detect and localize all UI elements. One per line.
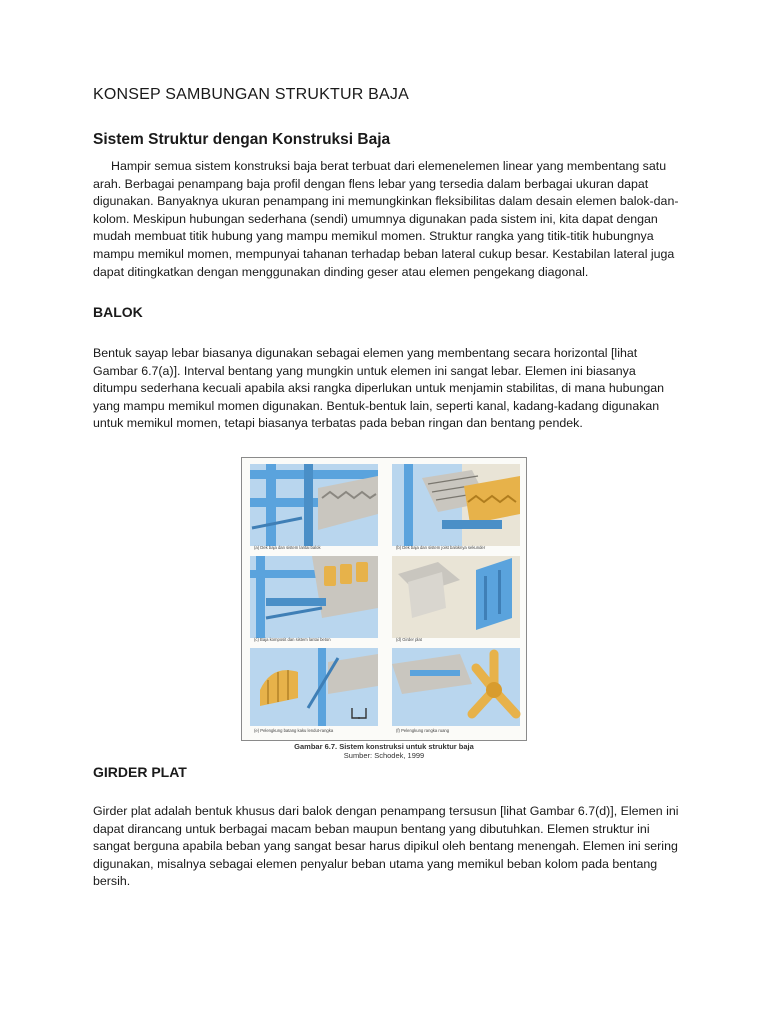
intro-paragraph: Hampir semua sistem konstruksi baja berat terbuat dari elemenelemen linear yang membentang satu arah. Berbagai penampang baja profil dengan flens lebar yang tersedia dalam berbagai ukuran dapat digunakan. Banyaknya ukuran penampang ini memungkinkan fleksibilitas dalam desain elemen balok-dan-kolom. Meskipun hubungan sederhana (sendi) umumnya digunakan pada sistem ini, kita dapat dengan mudah membuat titik hubung yang mampu memikul momen. Struktur rangka yang titik-titik hubungnya mampu memikul momen, mempunyai tahanan terhadap beban lateral cukup besar. Kestabilan lateral juga dapat ditingkatkan dengan menggunakan dinding geser atau elemen pengekang diagonal. — [93, 159, 679, 279]
panel-label-e: (e) Pelengkung batang kaku lendut-rangka — [254, 728, 334, 733]
figure-caption — [241, 742, 527, 760]
panel-label-d: (d) Girder plat — [396, 637, 422, 642]
figure-panel-a — [250, 464, 378, 550]
panel-label-a: (a) Dek baja dan sistem lantai balok — [254, 545, 321, 550]
figure-panel-b — [392, 464, 520, 550]
girder-plat-heading: GIRDER PLAT — [93, 764, 187, 780]
figure-panel-d — [392, 556, 520, 642]
document-title: KONSEP SAMBUNGAN STRUKTUR BAJA — [93, 86, 409, 103]
figure-caption-title: Gambar 6.7. Sistem konstruksi untuk struktur baja — [294, 742, 474, 751]
balok-paragraph: Bentuk sayap lebar biasanya digunakan sebagai elemen yang membentang secara horizontal [lihat Gambar 6.7(a)]. Interval bentang yang mungkin untuk elemen ini sangat lebar. Elemen ini biasanya ditumpu sederhana kecuali apabila aksi rangka diperlukan untuk menjamin stabilitas, di mana hubungan yang mampu memikul momen digunakan. Bentuk-bentuk lain, seperti kanal, kadang-kadang digunakan untuk memikul momen, tetapi biasanya terbatas pada beban ringan dan bentang pendek. — [93, 346, 665, 431]
girder-plat-paragraph: Girder plat adalah bentuk khusus dari balok dengan penampang tersusun [lihat Gambar 6.7(d)], Elemen ini dapat dirancang untuk berbagai macam beban maupun bentang yang dibutuhkan. Elemen struktur ini sangat berguna apabila beban yang sangat besar harus dipikul oleh bentang menengah. Elemen ini sering digunakan, misalnya sebagai elemen penyalur beban utama yang memikul beban kolom pada bentang bersih. — [93, 804, 679, 889]
panel-label-f: (f) Pelengkung rangka ruang — [396, 728, 450, 733]
figure-construction-systems — [241, 457, 527, 741]
figure-panel-e — [250, 648, 378, 733]
figure-caption-source: Sumber: Schodek, 1999 — [343, 751, 425, 760]
balok-heading: BALOK — [93, 304, 143, 320]
figure-illustration — [242, 458, 528, 742]
panel-label-b: (b) Dek baja dan sistem joist baloknya sekunder — [396, 545, 486, 550]
figure-panel-c — [250, 556, 378, 642]
figure-panel-f — [392, 648, 520, 733]
section-title: Sistem Struktur dengan Konstruksi Baja — [93, 131, 391, 148]
panel-label-c: (c) Baja komposit dan sistem lantai beton — [254, 637, 331, 642]
